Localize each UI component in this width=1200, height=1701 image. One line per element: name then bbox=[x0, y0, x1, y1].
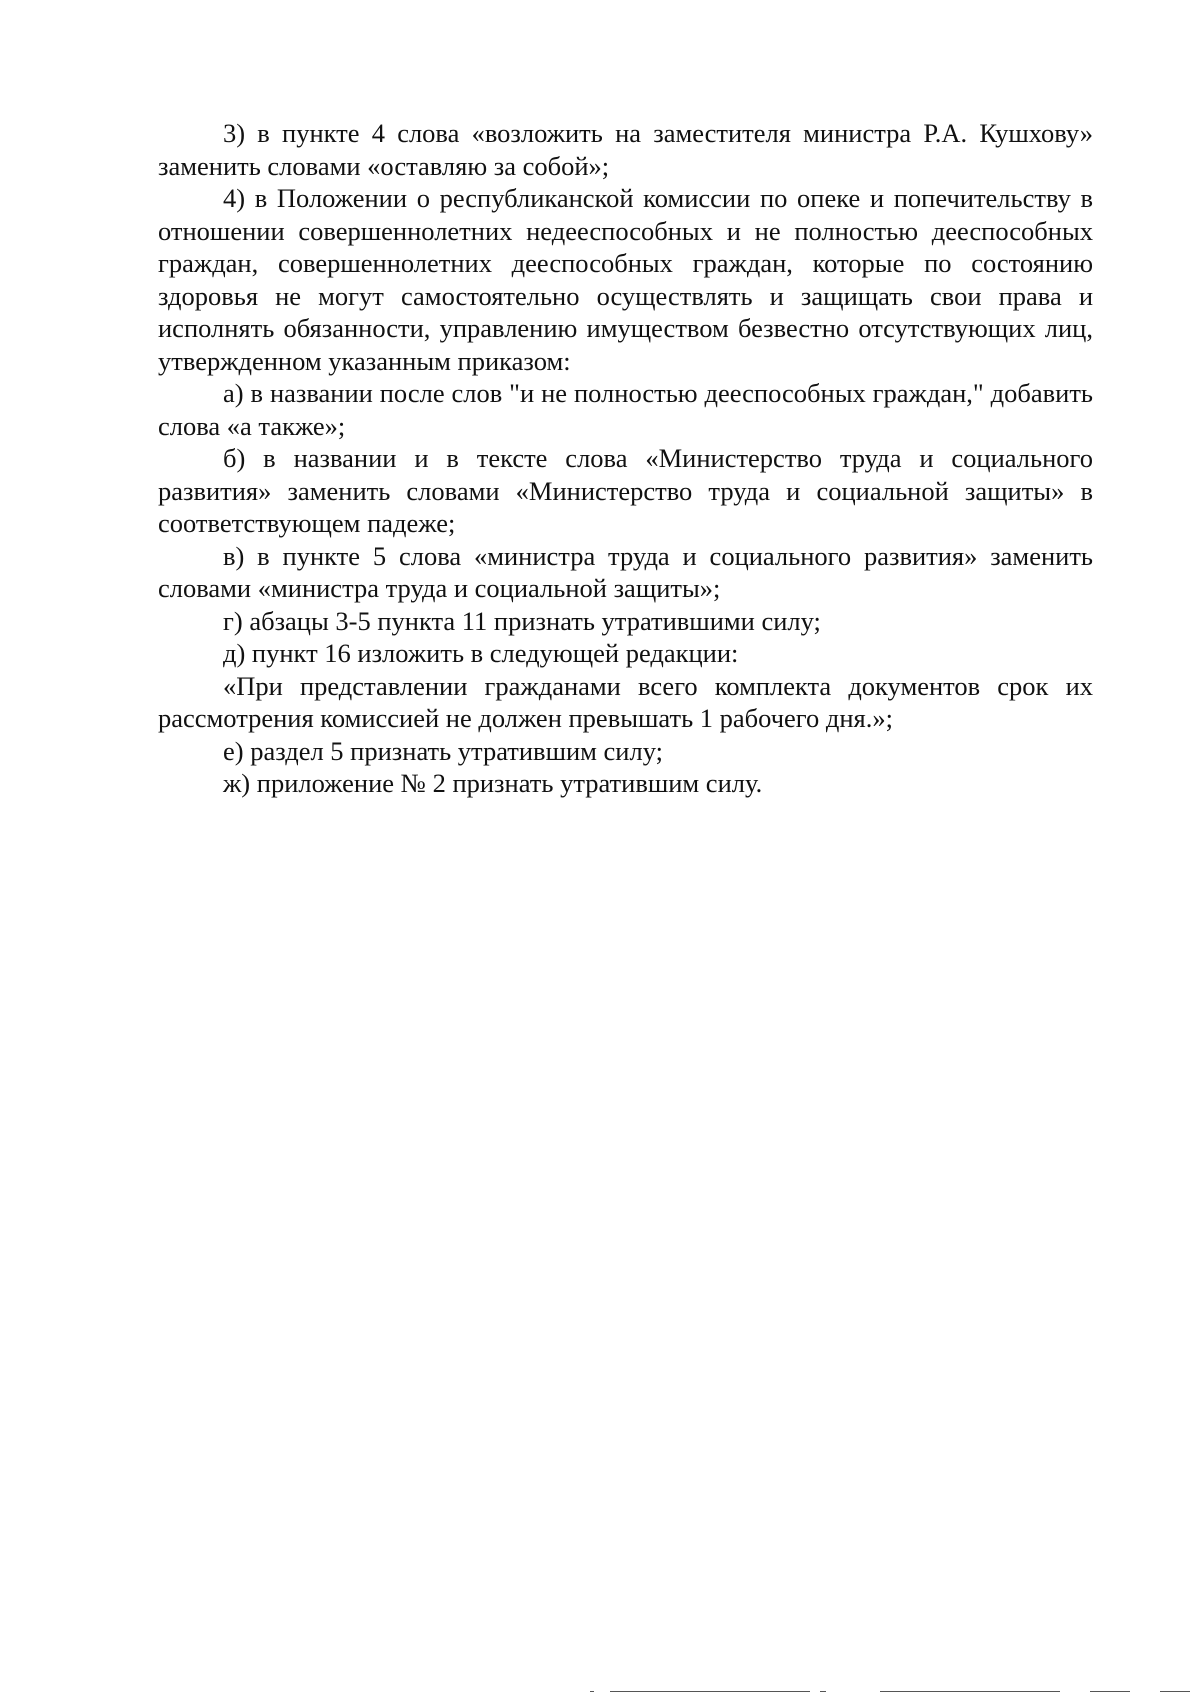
quoted-new-text: «При представлении гражданами всего комплекта документов срок их рассмотрения комиссией не должен превышать 1 рабочего дня.»; bbox=[158, 670, 1093, 733]
paragraph-item-3: 3) в пункте 4 слова «возложить на заместителя министра Р.А. Кушхову» заменить словами «оставляю за собой»; bbox=[158, 118, 1093, 181]
subparagraph-a: а) в названии после слов "и не полностью дееспособных граждан," добавить слова «а также»; bbox=[158, 378, 1093, 441]
scan-edge-artifact bbox=[590, 1690, 1200, 1694]
subparagraph-v: в) в пункте 5 слова «министра труда и социального развития» заменить словами «министра труда и социальной защиты»; bbox=[158, 540, 1093, 603]
subparagraph-zh: ж) приложение № 2 признать утратившим силу. bbox=[223, 768, 763, 798]
subparagraph-d: д) пункт 16 изложить в следующей редакции: bbox=[223, 638, 739, 668]
subparagraph-g: г) абзацы 3-5 пункта 11 признать утратившими силу; bbox=[223, 605, 821, 636]
paragraph-item-4: 4) в Положении о республиканской комиссии по опеке и попечительству в отношении совершеннолетних недееспособных и не полностью дееспособных граждан, совершеннолетних дееспособных граждан, которые по состоянию здоровья не могут самостоятельно осуществлять и защищать свои права и исполнять обязанности, управлению имуществом безвестно отсутствующих лиц, утвержденном указанным приказом: bbox=[158, 183, 1093, 376]
document-body bbox=[158, 117, 1093, 800]
subparagraph-b: б) в названии и в тексте слова «Министерство труда и социального развития» заменить словами «Министерство труда и социальной защиты» в соответствующем падеже; bbox=[158, 443, 1093, 538]
subparagraph-e: е) раздел 5 признать утратившим силу; bbox=[223, 735, 663, 766]
